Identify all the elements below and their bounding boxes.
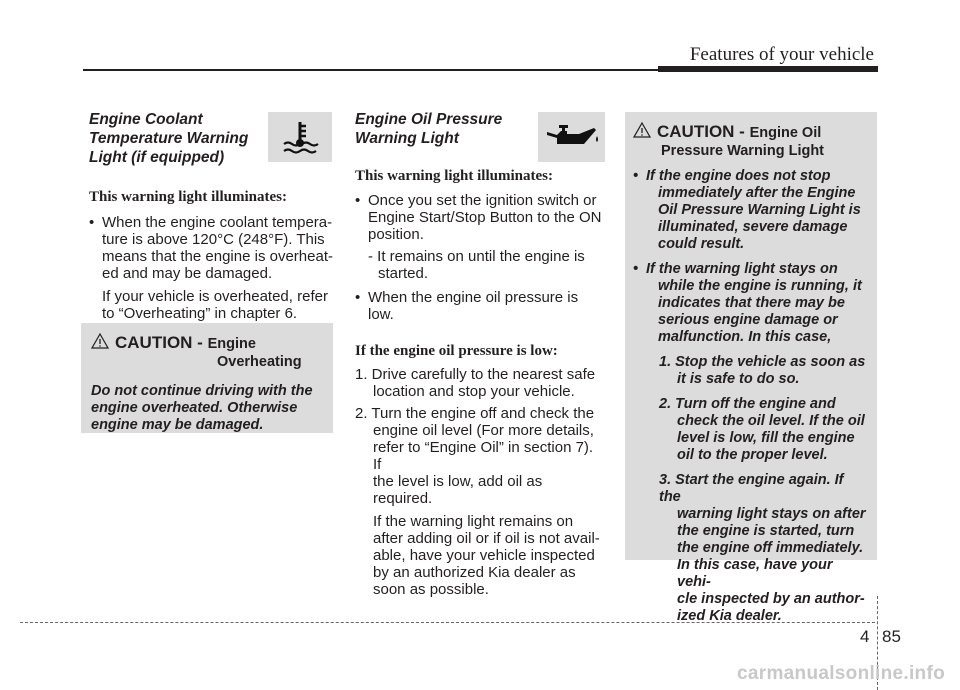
- oil-step-2: [355, 405, 605, 507]
- text-line: ed and may be damaged.: [102, 265, 273, 282]
- text-line: the level is low, add oil as required.: [373, 473, 543, 507]
- chapter-number: 4: [860, 627, 870, 646]
- caution-label: CAUTION -: [115, 333, 203, 352]
- text-line: started.: [378, 265, 429, 282]
- text-line: In this case, have your vehi-: [677, 557, 833, 590]
- text-line: level is low, fill the engine: [677, 430, 855, 446]
- text-line: engine oil level (For more details,: [373, 422, 594, 439]
- oil-step-2-paragraph: [355, 513, 605, 598]
- text-line: soon as possible.: [373, 581, 489, 598]
- oil-bullet-ignition: [355, 192, 605, 243]
- oil-title-line: Engine Oil Pressure: [355, 111, 503, 128]
- oil-step-1: [355, 366, 605, 400]
- text-line: cle inspected by an author-: [677, 591, 865, 607]
- text-line: • If the warning light stays on: [646, 261, 838, 277]
- text-line: while the engine is running, it: [658, 278, 862, 294]
- text-line: ized Kia dealer.: [677, 608, 782, 624]
- caution-title: [633, 122, 869, 160]
- coolant-bullet: [89, 214, 335, 282]
- watermark: carmanualsonline.info: [737, 663, 945, 684]
- header-title: Features of your vehicle: [689, 44, 874, 65]
- oil-bullet-low: [355, 289, 605, 323]
- caution-subtitle: Overheating: [217, 354, 302, 370]
- caution-oil-step-3: [633, 472, 869, 625]
- text-line: it is safe to do so.: [677, 371, 800, 387]
- warning-triangle-icon: [633, 122, 651, 138]
- text-line: Do not continue driving with the: [91, 383, 313, 399]
- text-line: 2. Turn the engine off and check the: [355, 405, 595, 422]
- coolant-paragraph: [89, 288, 335, 322]
- page-number: 85: [882, 627, 901, 646]
- oil-lead: This warning light illuminates:: [355, 168, 553, 184]
- coolant-title-line: Light (if equipped): [89, 149, 225, 166]
- text-line: Engine Start/Stop Button to the ON: [368, 209, 602, 226]
- text-line: engine may be damaged.: [91, 417, 264, 433]
- text-line: • If the engine does not stop: [646, 168, 831, 184]
- footer-rule: [20, 622, 875, 623]
- text-line: check the oil level. If the oil: [677, 413, 865, 429]
- oil-pressure-section: [355, 110, 605, 598]
- text-line: • Once you set the ignition switch or: [368, 192, 597, 209]
- coolant-temperature-icon: [268, 112, 332, 162]
- text-line: serious engine damage or: [658, 312, 838, 328]
- coolant-title-line: Temperature Warning: [89, 130, 249, 147]
- text-line: 3. Start the engine again. If the: [659, 472, 844, 505]
- caution-oil-bullet-1: [633, 168, 869, 253]
- text-line: warning light stays on after: [677, 506, 866, 522]
- caution-oil-pressure: [625, 112, 877, 624]
- text-line: If your vehicle is overheated, refer: [102, 288, 328, 305]
- text-line: by an authorized Kia dealer as: [373, 564, 576, 581]
- caution-text: [91, 383, 323, 434]
- text-line: refer to “Engine Oil” in section 7). If: [373, 439, 594, 473]
- oil-sub-bullet: [355, 248, 605, 282]
- caution-oil-step-2: [633, 396, 869, 464]
- caution-subtitle: Engine: [207, 336, 256, 352]
- coolant-title-line: Engine Coolant: [89, 111, 203, 128]
- text-line: to “Overheating” in chapter 6.: [102, 305, 298, 322]
- text-line: oil to the proper level.: [677, 447, 828, 463]
- text-line: position.: [368, 226, 424, 243]
- text-line: malfunction. In this case,: [658, 329, 832, 345]
- coolant-lead: This warning light illuminates:: [89, 189, 287, 205]
- text-line: indicates that there may be: [658, 295, 845, 311]
- text-line: means that the engine is overheat-: [102, 248, 333, 265]
- caution-oil-step-1: [633, 354, 869, 388]
- caution-subtitle: Pressure Warning Light: [661, 143, 825, 159]
- text-line: the engine is started, turn: [677, 523, 855, 539]
- text-line: - It remains on until the engine is: [368, 248, 585, 265]
- text-line: 2. Turn off the engine and: [659, 396, 836, 412]
- text-line: immediately after the Engine: [658, 185, 856, 201]
- text-line: 1. Stop the vehicle as soon as: [659, 354, 866, 370]
- caution-engine-overheating: [81, 323, 333, 433]
- text-line: • When the engine oil pressure is low.: [368, 289, 579, 323]
- oil-title-line: Warning Light: [355, 130, 459, 147]
- text-line: Oil Pressure Warning Light is: [658, 202, 861, 218]
- text-line: ture is above 120°C (248°F). This: [102, 231, 325, 248]
- caution-oil-bullet-2: [633, 261, 869, 346]
- oil-pressure-icon: [538, 112, 605, 162]
- caution-subtitle: Engine Oil: [749, 125, 822, 141]
- oil-lead-low: If the engine oil pressure is low:: [355, 343, 558, 359]
- warning-triangle-icon: [91, 333, 109, 349]
- text-line: 1. Drive carefully to the nearest safe: [355, 366, 596, 383]
- header-rule-accent: [658, 66, 878, 72]
- text-line: able, have your vehicle inspected: [373, 547, 595, 564]
- text-line: after adding oil or if oil is not avail-: [373, 530, 600, 547]
- text-line: • When the engine coolant tempera-: [102, 214, 333, 231]
- text-line: location and stop your vehicle.: [373, 383, 575, 400]
- text-line: could result.: [658, 236, 745, 252]
- caution-title: [91, 333, 323, 371]
- text-line: the engine off immediately.: [677, 540, 864, 556]
- text-line: If the warning light remains on: [373, 513, 574, 530]
- text-line: engine overheated. Otherwise: [91, 400, 298, 416]
- text-line: illuminated, severe damage: [658, 219, 848, 235]
- caution-label: CAUTION -: [657, 122, 745, 141]
